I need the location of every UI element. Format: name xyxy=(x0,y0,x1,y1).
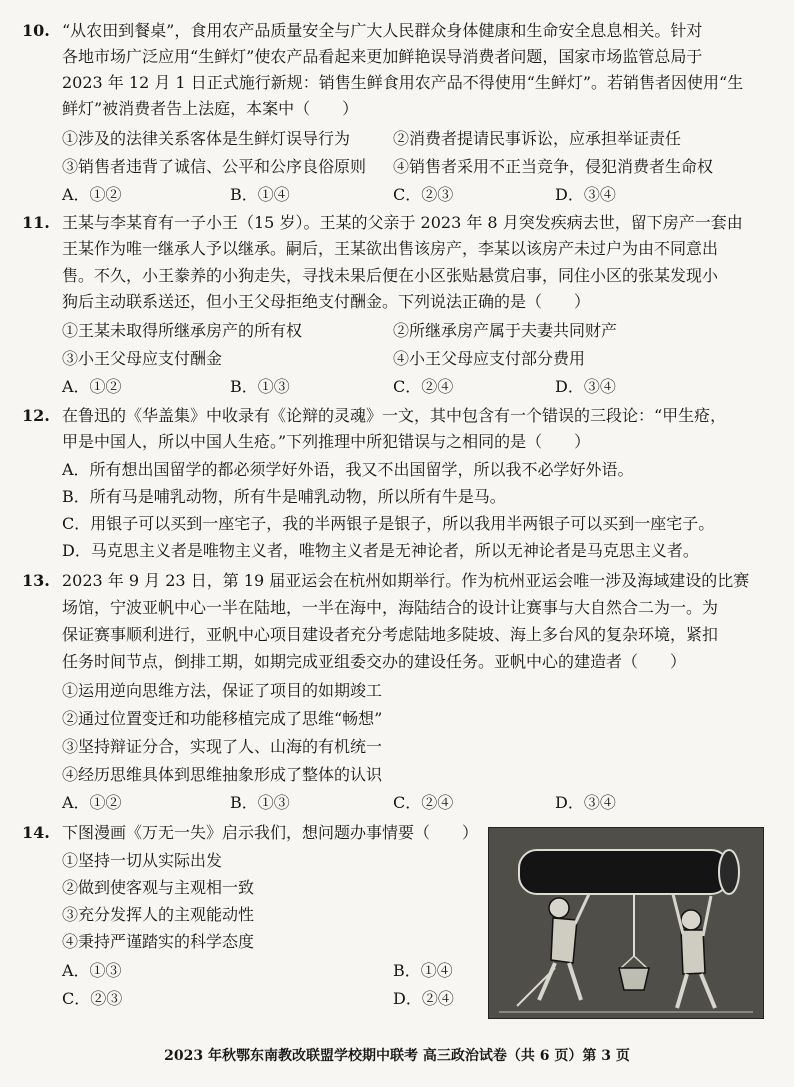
question-14-line: 下图漫画《万无一失》启示我们，想问题办事情要（ ） xyxy=(62,823,479,842)
question-11-item: ③小王父母应支付酬金 xyxy=(62,349,223,368)
question-13-number: 13. xyxy=(22,571,50,590)
question-10-choice-c: C．②③ xyxy=(393,185,454,204)
question-10-item: ④销售者采用不正当竞争，侵犯消费者生命权 xyxy=(393,157,714,176)
question-12-option-c: C．用银子可以买到一座宅子，我的半两银子是银子，所以我用半两银子可以买到一座宅子。 xyxy=(62,514,715,533)
question-13-line: 保证赛事顺利进行，亚帆中心项目建设者充分考虑陆地多陡坡、海上多台风的复杂环境，紧扣 xyxy=(62,625,719,644)
question-12-number: 12. xyxy=(22,406,50,425)
cartoon-illustration xyxy=(488,827,764,1019)
question-13-line: 场馆，宁波亚帆中心一半在陆地，一半在海中，海陆结合的设计让赛事与大自然合二为一。为 xyxy=(62,598,719,617)
question-10-item: ①涉及的法律关系客体是生鲜灯误导行为 xyxy=(62,129,351,148)
question-13-choice-c: C．②④ xyxy=(393,793,454,812)
question-14-item: ②做到使客观与主观相一致 xyxy=(62,878,255,897)
question-10-number: 10. xyxy=(22,21,50,40)
question-10-item: ③销售者违背了诚信、公平和公序良俗原则 xyxy=(62,157,367,176)
question-13-choice-b: B．①③ xyxy=(230,793,290,812)
question-10-line: 2023 年 12 月 1 日正式施行新规：销售生鲜食用农产品不得使用“生鲜灯”。若销售者因使用“生 xyxy=(62,73,744,92)
question-13-line: 2023 年 9 月 23 日，第 19 届亚运会在杭州如期举行。作为杭州亚运会唯一涉及海域建设的比赛 xyxy=(62,571,750,590)
question-13-choice-d: D．③④ xyxy=(555,793,616,812)
question-10-choice-d: D．③④ xyxy=(555,185,616,204)
question-14-item: ④秉持严谨踏实的科学态度 xyxy=(62,932,255,951)
question-10-choice-a: A．①② xyxy=(62,185,122,204)
question-14-choice-d: D．②④ xyxy=(393,989,454,1008)
question-14-choice-b: B．①④ xyxy=(393,961,453,980)
cartoon-drawing xyxy=(489,828,763,1018)
question-11-line: 售。不久，小王豢养的小狗走失，寻找未果后便在小区张贴悬赏启事，同住小区的张某发现小 xyxy=(62,266,719,285)
question-11-choice-d: D．③④ xyxy=(555,377,616,396)
question-13-line: 任务时间节点，倒排工期，如期完成亚组委交办的建设任务。亚帆中心的建造者（ ） xyxy=(62,652,687,671)
question-12-option-b: B．所有马是哺乳动物，所有牛是哺乳动物，所以所有牛是马。 xyxy=(62,487,506,506)
question-11-choice-c: C．②④ xyxy=(393,377,454,396)
question-14-number: 14. xyxy=(22,823,50,842)
question-12-line: 甲是中国人，所以中国人生疮。”下列推理中所犯错误与之相同的是（ ） xyxy=(62,432,591,451)
question-11-item: ②所继承房产属于夫妻共同财产 xyxy=(393,321,618,340)
question-12-line: 在鲁迅的《华盖集》中收录有《论辩的灵魂》一文，其中包含有一个错误的三段论：“甲生疮， xyxy=(62,406,727,425)
question-14-choice-c: C．②③ xyxy=(62,989,123,1008)
question-12-option-a: A．所有想出国留学的都必须学好外语，我又不出国留学，所以我不必学好外语。 xyxy=(62,460,634,479)
question-11-line: 王某与李某育有一子小王（15 岁）。王某的父亲于 2023 年 8 月突发疾病去世，留下房产一套由 xyxy=(62,213,743,232)
question-11-line: 狗后主动联系送还，但小王父母拒绝支付酬金。下列说法正确的是（ ） xyxy=(62,292,591,311)
question-10-item: ②消费者提请民事诉讼，应承担举证责任 xyxy=(393,129,682,148)
question-14-item: ①坚持一切从实际出发 xyxy=(62,851,223,870)
question-14-choice-a: A．①③ xyxy=(62,961,122,980)
question-10-line: “从农田到餐桌”，食用农产品质量安全与广大人民群众身体健康和生命安全息息相关。针对 xyxy=(62,21,703,40)
question-11-line: 王某作为唯一继承人予以继承。嗣后，王某欲出售该房产，李某以该房产未过户为由不同意出 xyxy=(62,239,719,258)
question-11-item: ①王某未取得所继承房产的所有权 xyxy=(62,321,303,340)
question-11-number: 11. xyxy=(22,213,50,232)
question-11-item: ④小王父母应支付部分费用 xyxy=(393,349,586,368)
page-footer: 2023 年秋鄂东南教改联盟学校期中联考 高三政治试卷（共 6 页）第 3 页 xyxy=(164,1048,630,1064)
question-13-item: ②通过位置变迁和功能移植完成了思维“畅想” xyxy=(62,709,383,728)
question-14-item: ③充分发挥人的主观能动性 xyxy=(62,905,255,924)
question-12-option-d: D．马克思主义者是唯物主义者，唯物主义者是无神论者，所以无神论者是马克思主义者。 xyxy=(62,541,699,560)
question-13-item: ④经历思维具体到思维抽象形成了整体的认识 xyxy=(62,765,383,784)
question-13-item: ①运用逆向思维方法，保证了项目的如期竣工 xyxy=(62,681,383,700)
question-13-choice-a: A．①② xyxy=(62,793,122,812)
question-10-line: 鲜灯”被消费者告上法庭，本案中（ ） xyxy=(62,99,359,118)
question-11-choice-b: B．①③ xyxy=(230,377,290,396)
question-13-item: ③坚持辩证分合，实现了人、山海的有机统一 xyxy=(62,737,383,756)
question-11-choice-a: A．①② xyxy=(62,377,122,396)
question-10-choice-b: B．①④ xyxy=(230,185,290,204)
question-10-line: 各地市场广泛应用“生鲜灯”使农产品看起来更加鲜艳误导消费者问题，国家市场监管总局于 xyxy=(62,47,703,66)
